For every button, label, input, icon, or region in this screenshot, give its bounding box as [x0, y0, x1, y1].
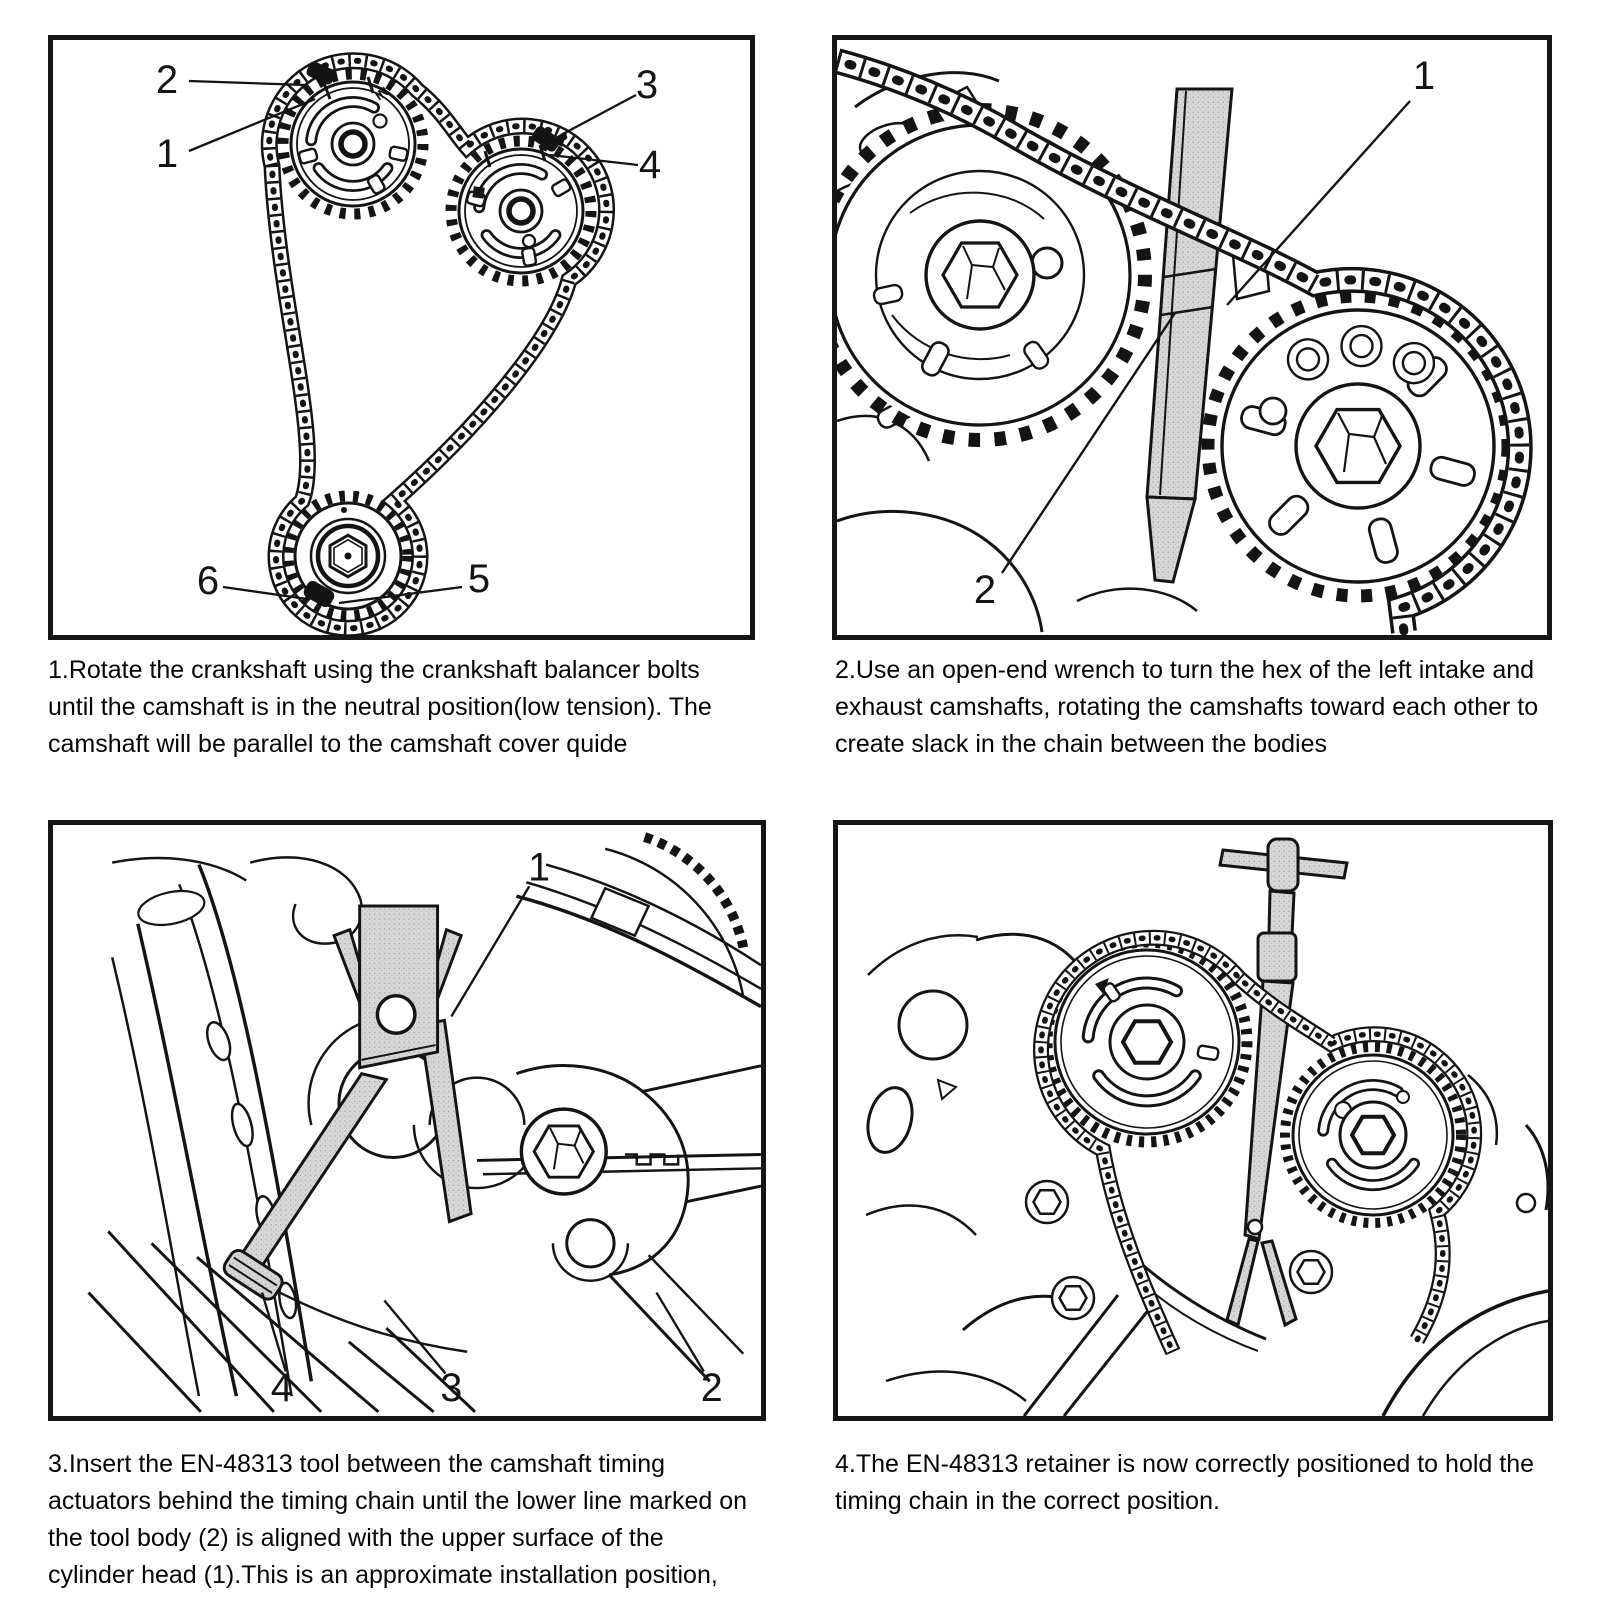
tool-body	[360, 906, 438, 1068]
left-cam-actuator	[837, 110, 1145, 440]
caption-line: until the camshaft is in the neutral position(low tension). The	[48, 693, 712, 721]
timing-chain-diagram	[53, 40, 750, 635]
callout-2-label: 2	[973, 568, 997, 612]
hex-bolt	[534, 1126, 593, 1177]
caption-line: 1.Rotate the crankshaft using the crankshaft balancer bolts	[48, 656, 700, 684]
callout-4-label: 4	[638, 143, 662, 187]
t-handle-knob	[1268, 839, 1298, 891]
camshaft-actuators-diagram	[837, 40, 1547, 635]
exhaust-cam-sprocket	[451, 141, 591, 281]
callout-1-label: 1	[155, 132, 179, 176]
hex-socket	[1352, 1117, 1394, 1153]
caption-line: create slack in the chain between the bodies	[835, 730, 1327, 758]
caption-line: the tool body (2) is aligned with the upper surface of the	[48, 1524, 664, 1552]
figure-4-caption	[835, 1446, 1555, 1520]
callout-3-label: 3	[440, 1366, 463, 1411]
tool-collar	[1258, 933, 1296, 981]
caption-line: exhaust camshafts, rotating the camshafts toward each other to	[835, 693, 1539, 721]
figure-2-canvas	[832, 35, 1552, 640]
figure-4-canvas	[833, 820, 1553, 1421]
caption-line: 3.Insert the EN-48313 tool between the camshaft timing	[48, 1450, 666, 1478]
caption-line: cylinder head (1).This is an approximate installation position,	[48, 1561, 718, 1589]
exhaust-timing-square-mark	[472, 186, 484, 198]
right-cam-actuator	[1208, 296, 1508, 596]
retainer-installed-diagram	[838, 825, 1548, 1416]
tool-right-prong	[1262, 1241, 1296, 1325]
caption-line: 4.The EN-48313 retainer is now correctly positioned to hold the	[835, 1450, 1534, 1478]
figure-1-canvas	[48, 35, 755, 640]
callout-1-label: 1	[528, 845, 551, 890]
figure-1-caption	[48, 652, 763, 763]
caption-line: 2.Use an open-end wrench to turn the hex of the left intake and	[835, 656, 1535, 684]
callout-5-label: 5	[467, 557, 491, 601]
caption-line: timing chain in the correct position.	[835, 1487, 1220, 1515]
callout-2-label: 2	[155, 58, 179, 102]
callout-6-label: 6	[196, 559, 220, 603]
en48313-tool	[221, 906, 471, 1302]
callout-4-label: 4	[270, 1366, 293, 1411]
callout-1-label: 1	[1412, 54, 1436, 98]
figure-2-caption	[835, 652, 1555, 763]
hex-socket	[1123, 1021, 1171, 1063]
caption-line: actuators behind the timing chain until the lower line marked on	[48, 1487, 748, 1515]
callout-3-label: 3	[635, 63, 659, 107]
cylinder-head-upper-surface	[477, 1155, 761, 1161]
tool-right-horn	[438, 930, 462, 999]
figure-3-canvas	[48, 820, 766, 1421]
bracket-and-bolt	[516, 1066, 761, 1382]
intake-sprocket-label: IN	[372, 83, 392, 104]
exhaust-cam-sprocket	[1285, 1047, 1461, 1223]
intake-cam-sprocket	[283, 74, 423, 214]
figure-3-caption	[48, 1446, 768, 1594]
tool-insertion-diagram	[53, 825, 761, 1416]
engine-cover-edge	[112, 865, 311, 1396]
callout-2-label: 2	[700, 1366, 723, 1411]
tool-left-horn	[334, 930, 360, 1003]
caption-line: camshaft will be parallel to the camshaft cover quide	[48, 730, 628, 758]
tool-pivot-hole	[377, 996, 414, 1033]
tool-left-prong	[1227, 1239, 1258, 1325]
